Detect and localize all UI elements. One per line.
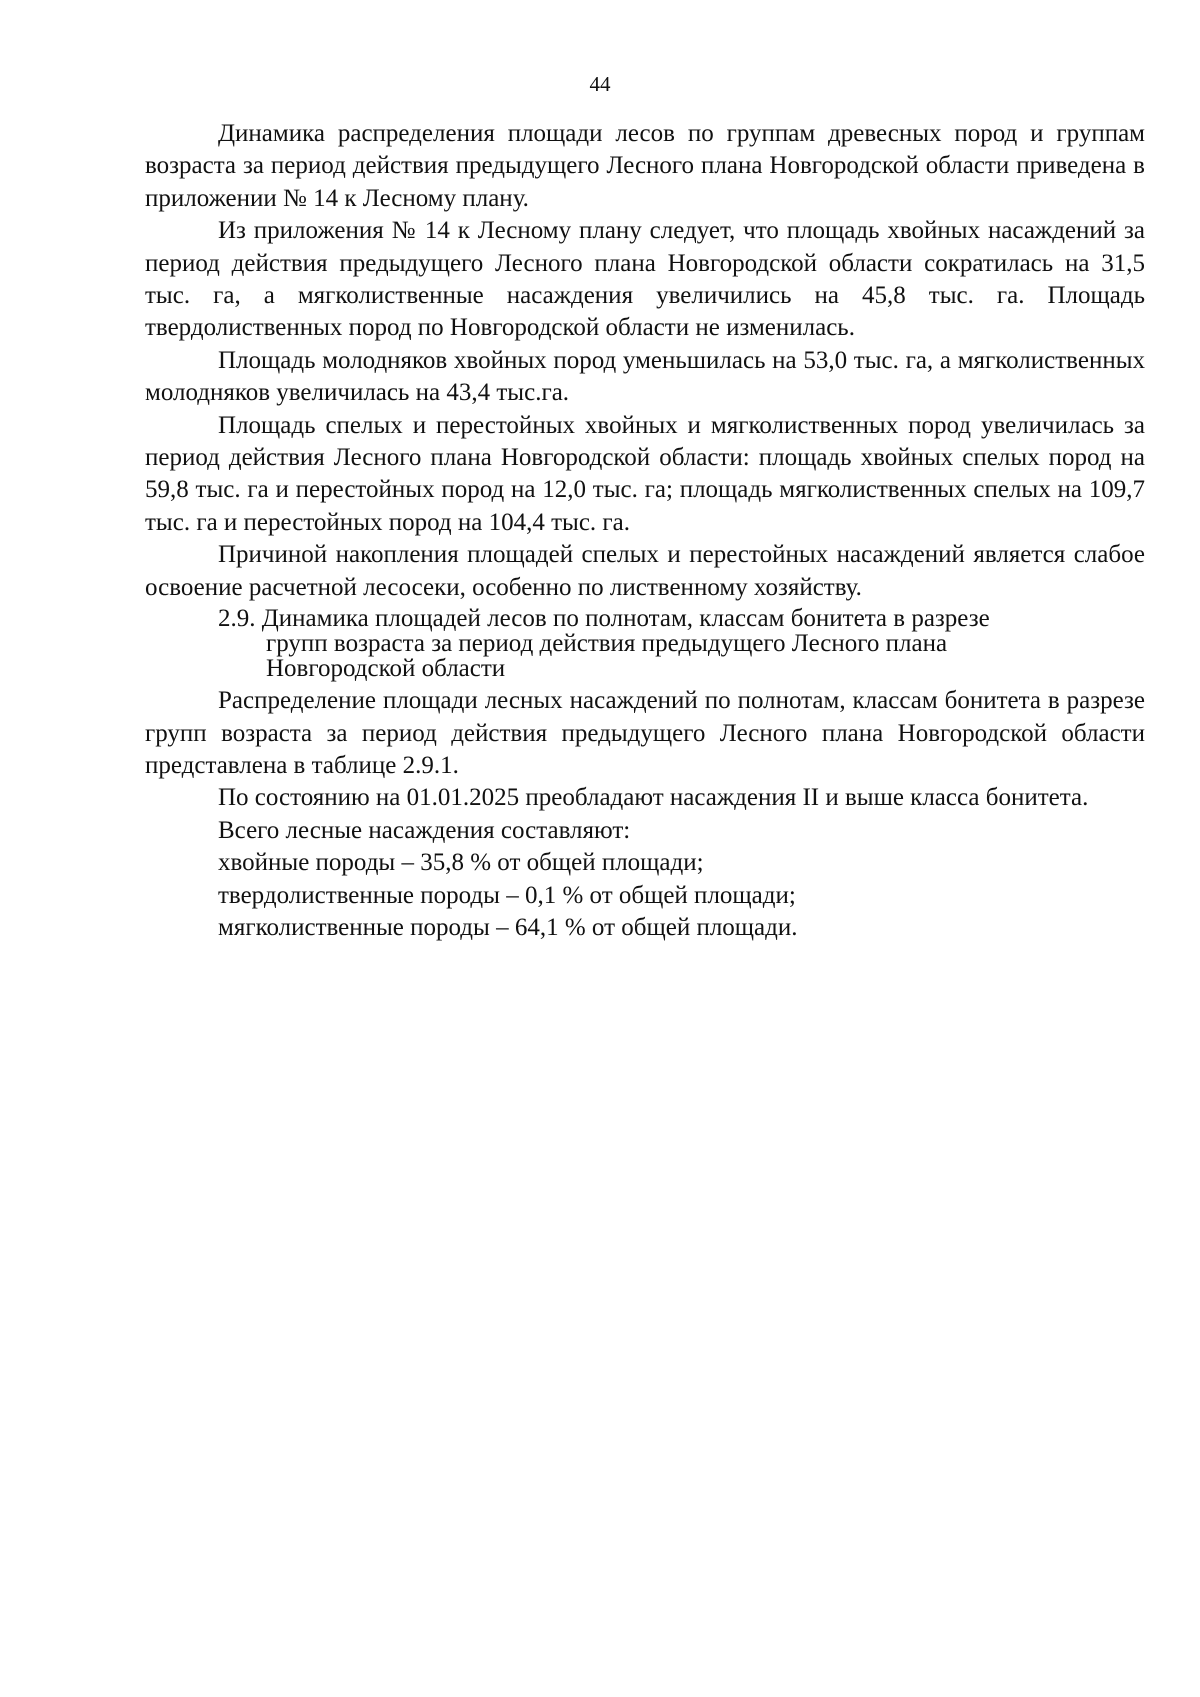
page-number: 44 xyxy=(589,72,611,96)
list-item: твердолиственные породы – 0,1 % от общей площади; xyxy=(218,881,796,909)
list-item: хвойные породы – 35,8 % от общей площади; xyxy=(218,849,704,877)
paragraph: Площадь молодняков хвойных пород уменьшилась на 53,0 тыс. га, а мягколиственных молодняков увеличилась на 43,4 тыс.га. xyxy=(145,346,1145,407)
list-intro: Всего лесные насаждения составляют: xyxy=(218,816,631,844)
paragraph: Динамика распределения площади лесов по группам древесных пород и группам возраста за период действия предыдущего Лесного плана Новгородской области приведена в приложении № 14 к Лесному плану. xyxy=(145,120,1145,212)
list-item: мягколиственные породы – 64,1 % от общей площади. xyxy=(218,913,798,941)
paragraph: Площадь спелых и перестойных хвойных и мягколиственных пород увеличилась за период действия Лесного плана Новгородской области: площадь хвойных спелых пород на 59,8 тыс. га и перестойных пород на 12,0 тыс. га; площадь мягколиственных спелых на 109,7 тыс. га и перестойных пород на 104,4 тыс. га. xyxy=(145,411,1145,536)
section-heading: 2.9. Динамика площадей лесов по полнотам, классам бонитета в разрезе групп возраста за период действия предыдущего Лесного плана Новгородской области xyxy=(218,605,990,683)
paragraph: По состоянию на 01.01.2025 преобладают насаждения II и выше класса бонитета. xyxy=(218,784,1089,812)
paragraph: Из приложения № 14 к Лесному плану следует, что площадь хвойных насаждений за период действия предыдущего Лесного плана Новгородской области сократилась на 31,5 тыс. га, а мягколиственные насаждения увеличились на 45,8 тыс. га. Площадь твердолиственных пород по Новгородской области не изменилась. xyxy=(145,217,1145,342)
paragraph: Распределение площади лесных насаждений по полнотам, классам бонитета в разрезе групп возраста за период действия предыдущего Лесного плана Новгородской области представлена в таблице 2.9.1. xyxy=(145,687,1145,779)
page-body xyxy=(145,118,1145,944)
paragraph: Причиной накопления площадей спелых и перестойных насаждений является слабое освоение расчетной лесосеки, особенно по лиственному хозяйству. xyxy=(145,541,1145,601)
